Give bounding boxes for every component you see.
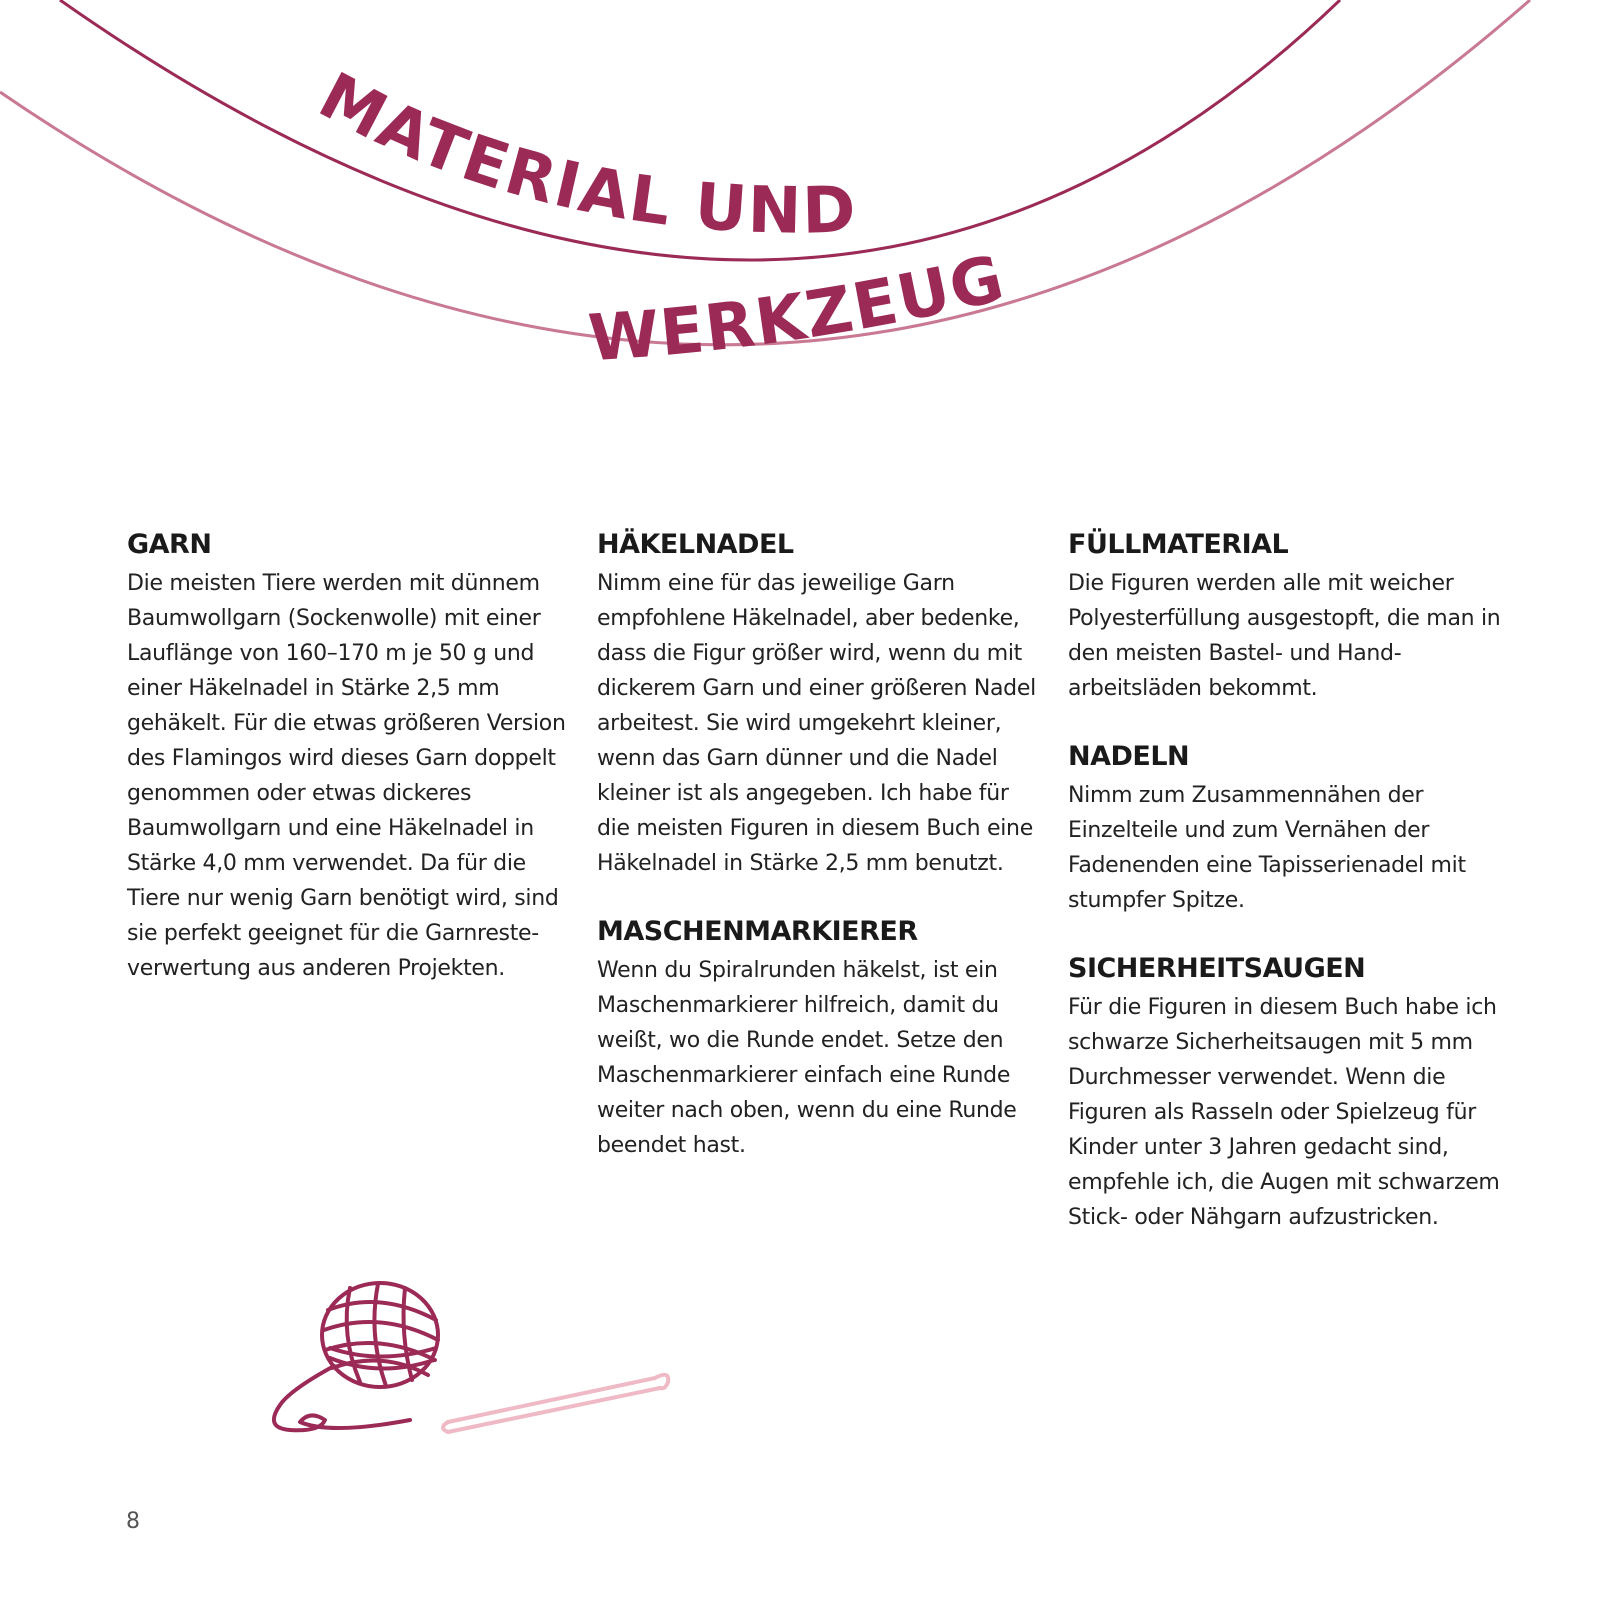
section-text: Nimm zum Zusammennähen der Einzelteile und zum Vernähen der Fadenenden eine Tapisserienadel mit stumpfer Spitze.	[1068, 783, 1466, 913]
header-arcs	[0, 0, 1600, 420]
section-nadeln	[1068, 740, 1508, 918]
section-haekelnadel	[597, 528, 1037, 881]
section-text: Die Figuren werden alle mit weicher Polyesterfüllung ausgestopft, die man in den meisten Bastel- und Handarbeitsläden bekommt.	[1068, 571, 1501, 701]
column-3	[1068, 528, 1508, 1269]
section-title: FÜLLMATERIAL	[1068, 529, 1289, 560]
page-number: 8	[126, 1509, 140, 1534]
section-text: Für die Figuren in diesem Buch habe ich schwarze Sicherheitsaugen mit 5 mm Durchmesser verwendet. Wenn die Figuren als Rasseln oder Spielzeug für Kinder unter 3 Jahren gedacht sind, empfehle ich, die Augen mit schwarzem Stick- oder Nähgarn aufzustricken.	[1068, 995, 1500, 1230]
section-title: NADELN	[1068, 741, 1190, 772]
column-2	[597, 528, 1037, 1197]
section-title: MASCHENMARKIERER	[597, 916, 918, 947]
section-title: GARN	[127, 529, 212, 560]
yarn-ball-and-crochet-hook-icon	[250, 1270, 710, 1470]
section-fuellmaterial	[1068, 528, 1508, 706]
heading-line-2: WERKZEUG	[586, 241, 1013, 377]
section-text: Die meisten Tiere werden mit dünnem Baumwollgarn (Sockenwolle) mit einer Lauflänge von 160–170 m je 50 g und einer Häkelnadel in Stärke 2,5 mm gehäkelt. Für die etwas größeren Version des Flamingos wird dieses Garn doppelt genommen oder etwas dickeres Baumwollgarn und eine Häkelnadel in Stärke 4,0 mm verwendet. Da für die Tiere nur wenig Garn benötigt wird, sind sie perfekt geeignet für die Garnresteverwertung aus anderen Projekten.	[127, 571, 566, 981]
section-garn	[127, 528, 567, 986]
section-text: Wenn du Spiralrunden häkelst, ist ein Maschenmarkierer hilfreich, damit du weißt, wo die Runde endet. Setze den Maschenmarkierer einfach eine Runde weiter nach oben, wenn du eine Runde beendet hast.	[597, 958, 1017, 1158]
section-text: Nimm eine für das jeweilige Garn empfohlene Häkelnadel, aber bedenke, dass die Figur größer wird, wenn du mit dickerem Garn und einer größeren Nadel arbeitest. Sie wird umgekehrt kleiner, wenn das Garn dünner und die Nadel kleiner ist als angegeben. Ich habe für die meisten Figuren in diesem Buch eine Häkelnadel in Stärke 2,5 mm benutzt.	[597, 571, 1036, 876]
section-sicherheitsaugen	[1068, 952, 1508, 1235]
heading-line-1: MATERIAL UND	[307, 59, 859, 249]
section-title: HÄKELNADEL	[597, 529, 794, 560]
section-title: SICHERHEITSAUGEN	[1068, 953, 1366, 984]
section-maschenmarkierer	[597, 915, 1037, 1163]
column-1	[127, 528, 567, 1020]
